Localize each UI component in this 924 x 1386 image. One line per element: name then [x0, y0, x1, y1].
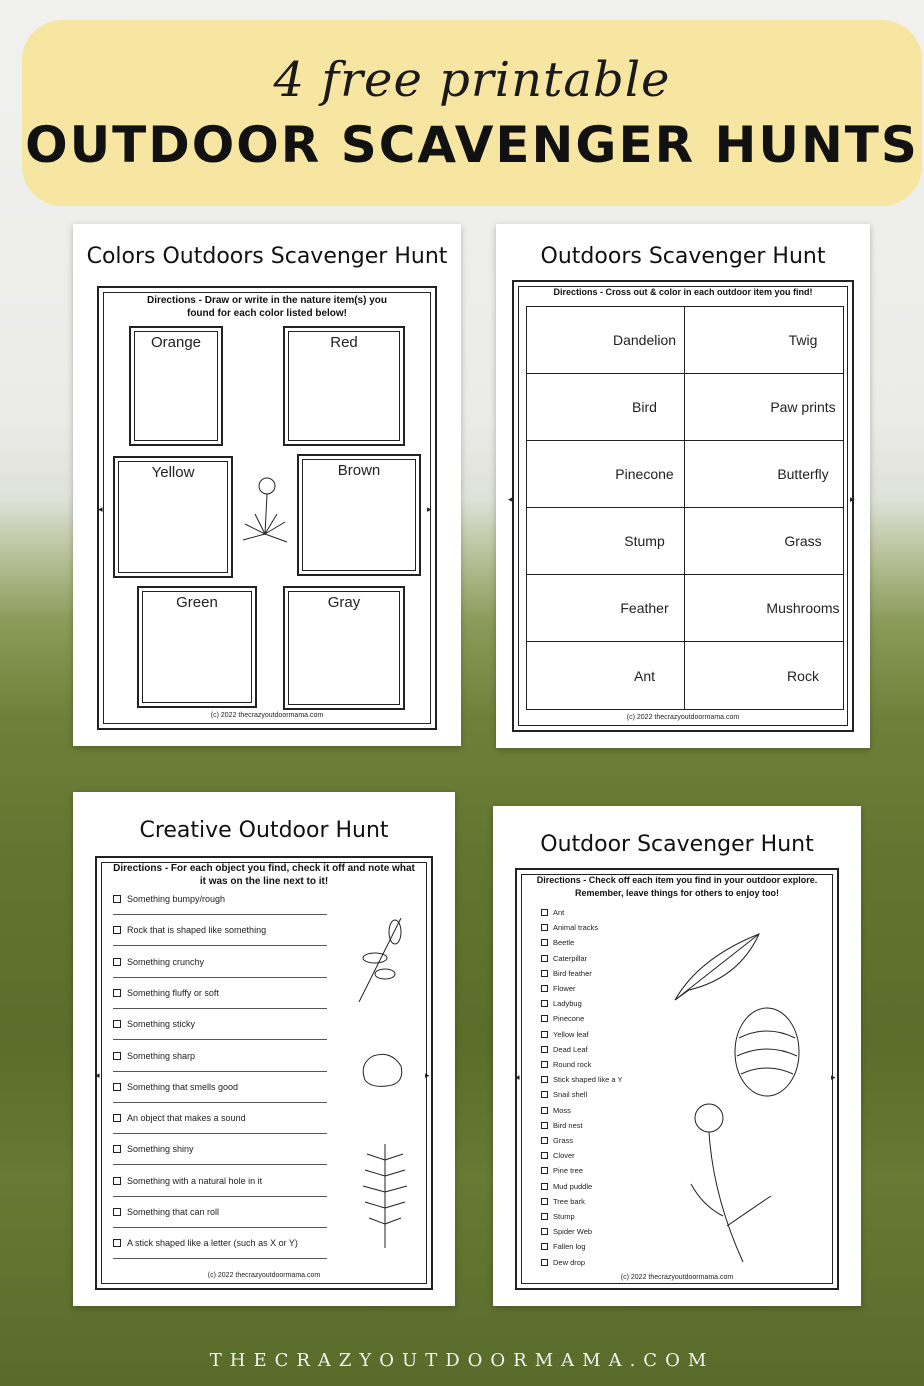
- color-box-green: [137, 586, 257, 708]
- sheet-directions: Directions - Check off each item you find in your outdoor explore. Remember, leave things for others to enjoy too!: [536, 875, 818, 898]
- outdoor-checklist: [541, 908, 681, 1272]
- checkbox-icon[interactable]: [113, 1083, 121, 1091]
- checkbox-icon[interactable]: [541, 1183, 548, 1190]
- checkbox-icon[interactable]: [541, 1122, 548, 1129]
- right-arrow-icon: ▸: [425, 1070, 430, 1080]
- checklist-item-label: Something fluffy or soft: [127, 987, 219, 998]
- copyright: (c) 2022 thecrazyoutdoormama.com: [626, 714, 740, 721]
- checklist-item: [541, 1166, 583, 1175]
- checkbox-icon[interactable]: [541, 955, 548, 962]
- sheet-directions: Directions - Cross out & color in each outdoor item you find!: [553, 287, 813, 297]
- checklist-item-label: Dew drop: [553, 1257, 586, 1267]
- flower-icon: [683, 1096, 779, 1266]
- sheet-directions: Directions - For each object you find, check it off and note what it was on the line next to it!: [113, 863, 415, 887]
- checklist-item: [113, 1144, 194, 1154]
- twig-icon: [691, 311, 763, 369]
- dandelion-icon: [533, 311, 605, 369]
- checkbox-icon[interactable]: [541, 1000, 548, 1007]
- checklist-item: [541, 1182, 592, 1191]
- sheet-title: Creative Outdoor Hunt: [139, 818, 389, 843]
- checklist-item-label: Ladybug: [553, 999, 582, 1009]
- checkbox-icon[interactable]: [541, 1107, 548, 1114]
- checklist-item-label: Fallen log: [553, 1242, 586, 1252]
- checklist-item-label: Snail shell: [553, 1090, 588, 1100]
- checkbox-icon[interactable]: [541, 1152, 548, 1159]
- item-label: Pinecone: [615, 466, 674, 482]
- checklist-item-label: Something with a natural hole in it: [127, 1175, 263, 1186]
- items-grid: [526, 306, 844, 710]
- feather-icon: [533, 579, 605, 637]
- checklist-item-label: Something shiny: [127, 1144, 194, 1155]
- checkbox-icon[interactable]: [113, 1052, 121, 1060]
- checklist-item-label: Yellow leaf: [553, 1029, 589, 1039]
- answer-line: [113, 1164, 327, 1165]
- checklist-item-label: Something that can roll: [127, 1207, 220, 1217]
- sheet-title: Outdoor Scavenger Hunt: [540, 832, 814, 857]
- checkbox-icon[interactable]: [541, 1213, 548, 1220]
- sheet-title: Colors Outdoors Scavenger Hunt: [86, 244, 448, 269]
- checkbox-icon[interactable]: [541, 909, 548, 916]
- copyright: (c) 2022 thecrazyoutdoormama.com: [620, 1274, 734, 1281]
- answer-line: [113, 914, 327, 915]
- left-arrow-icon: ◂: [515, 1072, 520, 1082]
- color-label: Brown: [337, 462, 381, 479]
- stump-icon: [533, 512, 605, 570]
- creative-checklist: [113, 894, 333, 1274]
- answer-line: [113, 1008, 327, 1009]
- checklist-item-label: Mud puddle: [553, 1181, 593, 1191]
- grid-cell-rock: [685, 642, 843, 709]
- checklist-item: [113, 925, 266, 935]
- checklist-item: [541, 1136, 573, 1145]
- checklist-item: [541, 1106, 571, 1115]
- item-label: Ant: [633, 667, 655, 684]
- grid-cell-ant: [527, 642, 685, 709]
- answer-line: [113, 977, 327, 978]
- grid-cell-butterfly: [685, 441, 843, 508]
- checklist-item: [541, 984, 576, 993]
- copyright: (c) 2022 thecrazyoutdoormama.com: [207, 1272, 321, 1279]
- checkbox-icon[interactable]: [541, 1167, 548, 1174]
- checklist-item-label: Stump: [553, 1212, 575, 1221]
- checklist-item: [113, 1238, 298, 1248]
- site-footer: THECRAZYOUTDOORMAMA.COM: [209, 1350, 715, 1371]
- checklist-item-label: Bird feather: [553, 968, 592, 978]
- grid-cell-bird: [527, 374, 685, 441]
- checklist-item: [541, 1227, 592, 1236]
- checklist-item: [113, 1082, 238, 1092]
- checkbox-icon[interactable]: [541, 1228, 548, 1235]
- checklist-item-label: Animal tracks: [553, 923, 599, 933]
- checklist-item-label: Rock that is shaped like something: [127, 925, 267, 936]
- checklist-item: [113, 894, 225, 904]
- sheet-directions: Directions - Draw or write in the nature item(s) you found for each color listed below!: [146, 295, 388, 319]
- answer-line: [113, 1039, 327, 1040]
- checklist-item-label: Grass: [553, 1136, 574, 1145]
- checklist-item-label: Caterpillar: [553, 953, 588, 963]
- color-label: Gray: [327, 594, 361, 611]
- grid-cell-mushrooms: [685, 575, 843, 642]
- checkbox-icon[interactable]: [541, 970, 548, 977]
- banner-subtitle: 4 free printable: [273, 52, 671, 108]
- checklist-item: [541, 954, 587, 963]
- checklist-item: [541, 1151, 575, 1160]
- checkbox-icon[interactable]: [541, 1137, 548, 1144]
- grid-cell-grass: [685, 508, 843, 575]
- color-label: Green: [176, 594, 218, 611]
- checklist-item: [541, 999, 582, 1008]
- right-arrow-icon: ▸: [427, 504, 432, 514]
- rock-icon: [691, 647, 763, 705]
- checklist-item: [113, 1113, 246, 1123]
- answer-line: [113, 945, 327, 946]
- right-arrow-icon: ▸: [831, 1072, 836, 1082]
- item-label: Rock: [787, 667, 819, 684]
- grid-cell-stump: [527, 508, 685, 575]
- checklist-item: [541, 938, 574, 947]
- checklist-item: [541, 923, 598, 932]
- checklist-item: [113, 1176, 262, 1186]
- item-label: Mushrooms: [766, 600, 840, 616]
- checklist-item: [113, 1019, 195, 1029]
- checklist-item: [113, 1051, 195, 1061]
- checklist-item-label: Beetle: [553, 938, 575, 948]
- color-label: Yellow: [151, 464, 195, 481]
- ant-icon: [533, 647, 605, 705]
- checklist-item: [541, 1014, 584, 1023]
- checkbox-icon[interactable]: [541, 1243, 548, 1250]
- checkbox-icon[interactable]: [541, 1031, 548, 1038]
- checklist-item-label: Round rock: [553, 1060, 592, 1069]
- sheet-title: Outdoors Scavenger Hunt: [540, 244, 826, 269]
- answer-line: [113, 1196, 327, 1197]
- item-label: Twig: [788, 332, 818, 348]
- creative-outdoor-hunt-sheet: [73, 792, 455, 1306]
- paw-prints-icon: [691, 378, 763, 436]
- butterfly-icon: [691, 445, 763, 503]
- dandelion-icon: [235, 474, 295, 550]
- grid-cell-dandelion: [527, 307, 685, 374]
- checklist-item: [113, 1207, 219, 1217]
- pinecone-icon: [533, 445, 605, 503]
- item-label: Feather: [620, 600, 669, 616]
- checkbox-icon[interactable]: [541, 939, 548, 946]
- left-arrow-icon: ◂: [95, 1070, 100, 1080]
- color-label: Red: [330, 334, 358, 351]
- bird-icon: [533, 378, 605, 436]
- color-box-gray: [283, 586, 405, 710]
- checkbox-icon[interactable]: [541, 985, 548, 992]
- checklist-item-label: Ant: [553, 908, 565, 917]
- answer-line: [113, 1102, 327, 1103]
- banner-title: OUTDOOR SCAVENGER HUNTS: [25, 116, 919, 174]
- checkbox-icon[interactable]: [541, 1076, 548, 1083]
- checklist-item: [541, 1212, 575, 1221]
- checklist-item: [541, 1045, 588, 1054]
- item-label: Bird: [632, 399, 657, 415]
- checklist-item-label: Spider Web: [553, 1227, 593, 1237]
- rock-icon: [357, 1050, 405, 1090]
- left-arrow-icon: ◂: [98, 504, 103, 514]
- checkbox-icon[interactable]: [113, 1020, 121, 1028]
- checkbox-icon[interactable]: [113, 1208, 121, 1216]
- color-box-yellow: [113, 456, 233, 578]
- checklist-item-label: Something sharp: [127, 1050, 196, 1061]
- item-label: Stump: [624, 533, 665, 549]
- checklist-item: [541, 1060, 591, 1069]
- checklist-item: [113, 988, 219, 998]
- checkbox-icon[interactable]: [113, 958, 121, 966]
- color-box-orange: [129, 326, 223, 446]
- checklist-item-label: Bird nest: [553, 1120, 583, 1130]
- copyright: (c) 2022 thecrazyoutdoormama.com: [210, 712, 324, 719]
- checklist-item-label: Tree bark: [553, 1196, 585, 1206]
- checklist-item: [541, 1090, 587, 1099]
- leaf-branch-icon: [349, 912, 409, 1008]
- checklist-item-label: Something bumpy/rough: [127, 894, 226, 904]
- color-label: Orange: [150, 334, 202, 351]
- color-box-brown: [297, 454, 421, 576]
- checklist-item-label: Something sticky: [127, 1019, 196, 1030]
- item-label: Butterfly: [777, 466, 829, 482]
- item-label: Paw prints: [770, 399, 836, 415]
- checklist-item: [541, 1258, 585, 1267]
- grid-cell-feather: [527, 575, 685, 642]
- checkbox-icon[interactable]: [541, 1091, 548, 1098]
- checklist-item-label: Pine tree: [553, 1166, 584, 1176]
- checklist-item: [541, 1197, 585, 1206]
- grass-icon: [691, 512, 763, 570]
- checklist-item: [541, 1075, 623, 1084]
- checklist-item-label: Stick shaped like a Y: [553, 1075, 623, 1085]
- checklist-item: [541, 908, 564, 917]
- checkbox-icon[interactable]: [541, 924, 548, 931]
- checklist-item-label: Something that smells good: [127, 1081, 239, 1092]
- checklist-item-label: Something crunchy: [127, 956, 205, 967]
- pinecone-icon: [729, 998, 805, 1100]
- fern-leaf-icon: [357, 1140, 413, 1250]
- feather-icon: [669, 928, 765, 1004]
- grid-cell-pinecone: [527, 441, 685, 508]
- checklist-item-label: Pinecone: [553, 1014, 585, 1024]
- checklist-item-label: A stick shaped like a letter (such as X or Y): [127, 1238, 298, 1249]
- checklist-item: [541, 1121, 583, 1130]
- checkbox-icon[interactable]: [113, 895, 121, 903]
- checkbox-icon[interactable]: [113, 989, 121, 997]
- answer-line: [113, 1258, 327, 1259]
- checkbox-icon[interactable]: [541, 1259, 548, 1266]
- checklist-item-label: An object that makes a sound: [127, 1113, 246, 1124]
- grid-cell-paw-prints: [685, 374, 843, 441]
- outdoor-scavenger-hunt-sheet: [493, 806, 861, 1306]
- checklist-item: [113, 957, 204, 967]
- checklist-item-label: Dead Leaf: [553, 1044, 588, 1054]
- left-arrow-icon: ◂: [508, 494, 513, 504]
- checkbox-icon[interactable]: [113, 1145, 121, 1153]
- grid-cell-twig: [685, 307, 843, 374]
- checklist-item: [541, 1242, 586, 1251]
- item-label: Grass: [784, 533, 822, 549]
- color-box-red: [283, 326, 405, 446]
- answer-line: [113, 1227, 327, 1228]
- checkbox-icon[interactable]: [113, 1239, 121, 1247]
- mushrooms-icon: [691, 579, 763, 637]
- title-banner: [22, 20, 922, 206]
- checklist-item: [541, 1030, 589, 1039]
- outdoors-scavenger-hunt-sheet: [496, 224, 870, 748]
- checkbox-icon[interactable]: [541, 1061, 548, 1068]
- answer-line: [113, 1071, 327, 1072]
- checkbox-icon[interactable]: [113, 926, 121, 934]
- checklist-item-label: Flower: [553, 984, 576, 993]
- checkbox-icon[interactable]: [113, 1177, 121, 1185]
- checklist-item-label: Clover: [553, 1151, 575, 1161]
- answer-line: [113, 1133, 327, 1134]
- item-label: Dandelion: [612, 332, 677, 348]
- checkbox-icon[interactable]: [113, 1114, 121, 1122]
- checkbox-icon[interactable]: [541, 1015, 548, 1022]
- right-arrow-icon: ▸: [850, 494, 855, 504]
- checkbox-icon[interactable]: [541, 1046, 548, 1053]
- checklist-item: [541, 969, 592, 978]
- checkbox-icon[interactable]: [541, 1198, 548, 1205]
- colors-scavenger-hunt-sheet: [73, 224, 461, 746]
- checklist-item-label: Moss: [553, 1105, 571, 1115]
